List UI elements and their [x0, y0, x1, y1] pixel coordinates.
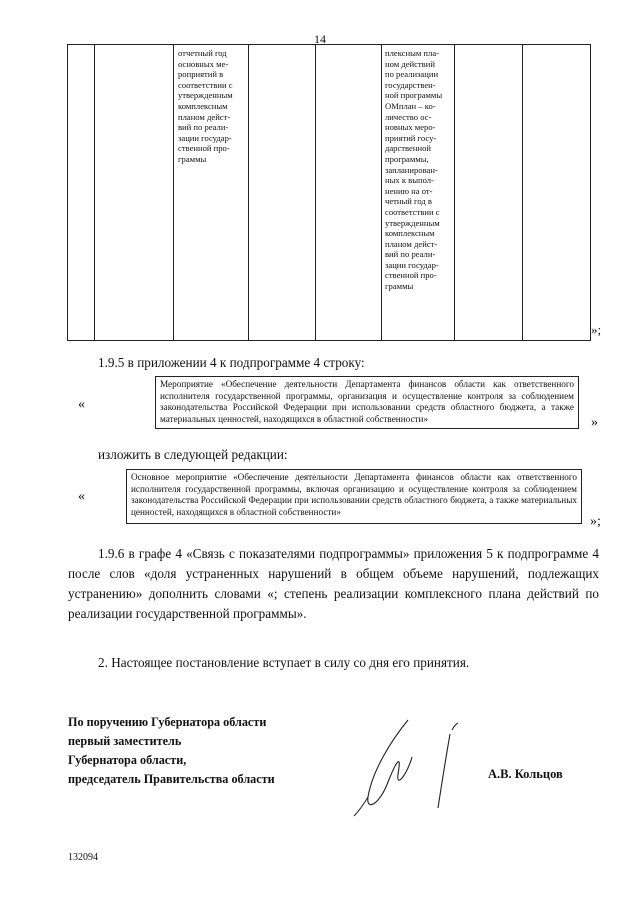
- box2-open-quote: «: [78, 489, 85, 504]
- table-column-divider: [454, 45, 455, 340]
- box1-close-quote: »: [591, 415, 598, 430]
- table-closing-quote: »;: [591, 322, 602, 337]
- box2-close-quote: »;: [590, 514, 601, 529]
- document-code: 132094: [68, 852, 98, 863]
- signatory-line-2: первый заместитель: [68, 734, 182, 748]
- table-column-divider: [94, 45, 95, 340]
- redaction-heading: изложить в следующей редакции:: [98, 447, 288, 462]
- box1-open-quote: «: [78, 397, 85, 412]
- table-column-divider: [381, 45, 382, 340]
- continuation-table: [67, 44, 591, 341]
- new-row-box: [126, 469, 582, 524]
- signatory-block: [68, 713, 275, 789]
- table-column-divider: [248, 45, 249, 340]
- signatory-line-3: Губернатора области,: [68, 753, 187, 767]
- table-cell-col5: плексным пла- ном действий по реализации государствен- ной программы ОМплан – ко- личество ос- новных меро- приятий госу- дарственной программы, запланирован- ных к выпол- нению на от- четный год в соответствии с утвержденным комплексным планом дейст- вий по реали- зации государ- ственной про- граммы: [385, 48, 443, 292]
- page-number: 14: [314, 32, 326, 46]
- table-cell-col3: отчетный год основных ме- роприятий в соответствии с утвержденным комплексным планом дейст- вий по реали- зации государ- ственной про- граммы: [178, 48, 233, 164]
- item-1-9-6: 1.9.6 в графе 4 «Связь с показателями подпрограммы» приложения 5 к подпрограмме 4 после слов «доля устраненных нарушений в общем объеме нарушений, подлежащих устранению» дополнить словами «; степень реализации комплексного плана действий по реализации государственной программы».: [68, 546, 599, 621]
- signatory-line-4: председатель Правительства области: [68, 772, 275, 786]
- item-1-9-5: 1.9.5 в приложении 4 к подпрограмме 4 строку:: [98, 355, 365, 370]
- table-column-divider: [522, 45, 523, 340]
- signatory-name: А.В. Кольцов: [488, 767, 563, 781]
- old-row-box: [155, 376, 579, 429]
- handwritten-signature: [350, 712, 470, 822]
- signatory-line-1: По поручению Губернатора области: [68, 715, 267, 729]
- old-row-text: Мероприятие «Обеспечение деятельности Департамента финансов области как ответственного исполнителя государственной программы, организация и осуществление контроля за соблюдением законодательства Российской Федерации при использовании средств областного бюджета, а также материальных ценностей, находящихся в областной собственности»: [160, 379, 574, 424]
- item-2: 2. Настоящее постановление вступает в силу со дня его принятия.: [98, 655, 470, 670]
- table-column-divider: [173, 45, 174, 340]
- table-column-divider: [315, 45, 316, 340]
- new-row-text: Основное мероприятие «Обеспечение деятельности Департамента финансов области как ответственного исполнителя государственной программы, включая организацию и осуществление контроля за соблюдением законодательства Российской Федерации при использовании средств областного бюджета, а также материальных ценностей, находящихся в областной собственности»: [131, 472, 577, 517]
